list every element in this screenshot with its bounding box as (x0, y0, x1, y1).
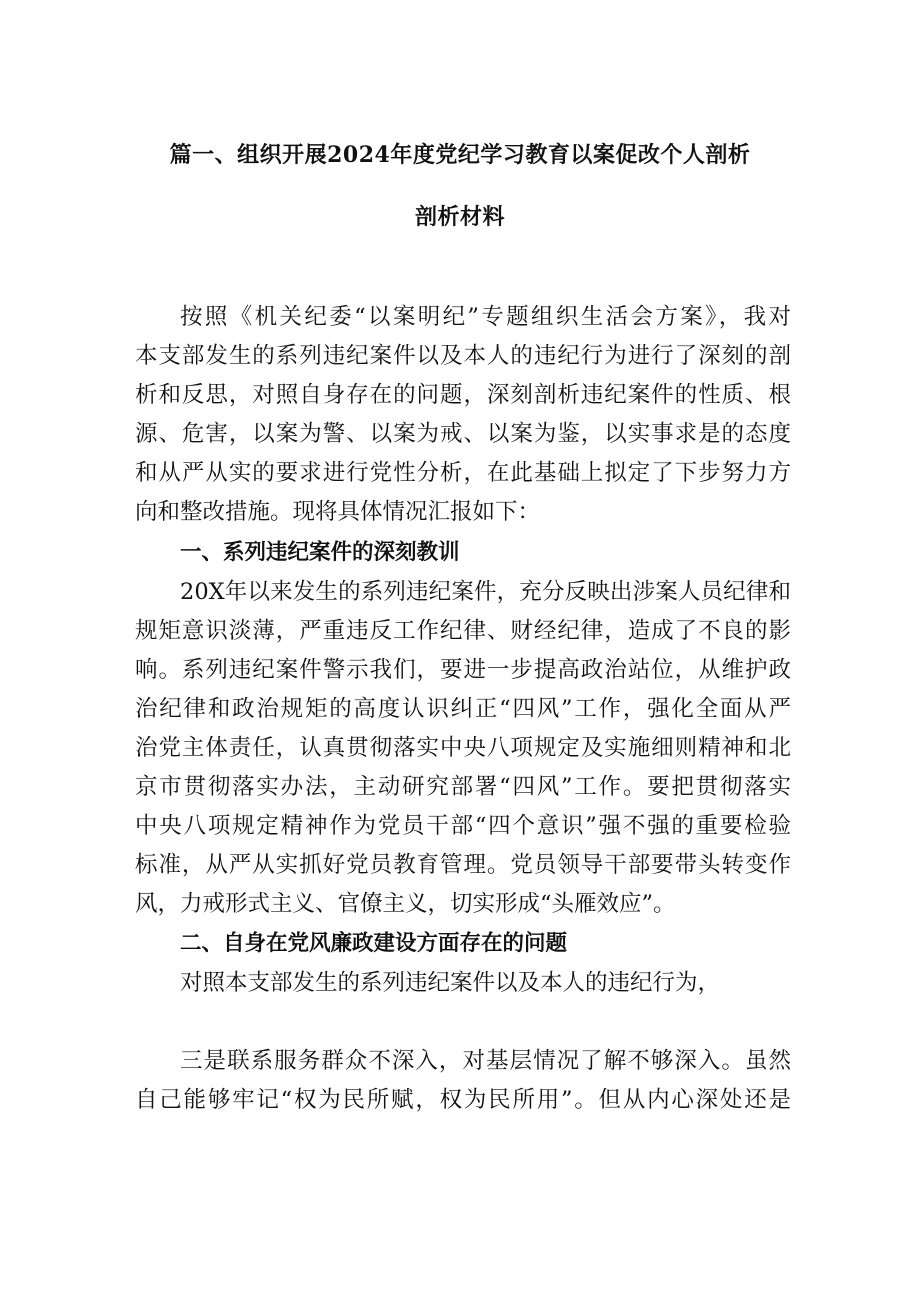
section3-line: 自己能够牢记“权为民所赋，权为民所用”。但从内心深处还是 (135, 1087, 791, 1113)
section1-line: 中央八项规定精神作为党员干部“四个意识”强不强的重要检验 (135, 813, 791, 839)
section1-line: 治党主体责任，认真贯彻落实中央八项规定及实施细则精神和北 (135, 735, 791, 761)
section2-line: 对照本支部发生的系列违纪案件以及本人的违纪行为， (180, 970, 721, 996)
section1-line: 标准，从严从实抓好党员教育管理。党员领导干部要带头转变作 (135, 852, 791, 878)
section1-line: 治纪律和政治规矩的高度认识纠正“四风”工作，强化全面从严 (135, 696, 791, 722)
intro-line: 本支部发生的系列违纪案件以及本人的违纪行为进行了深刻的剖 (135, 343, 791, 369)
document-subtitle: 剖析材料 (414, 204, 505, 230)
section1-line: 规矩意识淡薄，严重违反工作纪律、财经纪律，造成了不良的影 (135, 618, 791, 644)
intro-line: 向和整改措施。现将具体情况汇报如下： (135, 499, 541, 525)
section-heading: 一、系列违纪案件的深刻教训 (180, 540, 460, 565)
section1-line: 20X年以来发生的系列违纪案件，充分反映出涉案人员纪律和 (180, 579, 791, 605)
intro-line: 按照《机关纪委“以案明纪”专题组织生活会方案》，我对 (180, 304, 791, 330)
section1-line: 风，力戒形式主义、官僚主义，切实形成“头雁效应”。 (135, 891, 676, 917)
section1-line: 响。系列违纪案件警示我们，要进一步提高政治站位，从维护政 (135, 657, 791, 683)
intro-line: 源、危害，以案为警、以案为戒、以案为鉴，以实事求是的态度 (135, 421, 791, 447)
section1-line: 京市贯彻落实办法，主动研究部署“四风”工作。要把贯彻落实 (135, 774, 791, 800)
intro-line: 析和反思，对照自身存在的问题，深刻剖析违纪案件的性质、根 (135, 382, 791, 408)
document-title: 篇一、组织开展2024年度党纪学习教育以案促改个人剖析 (169, 142, 751, 168)
intro-line: 和从严从实的要求进行党性分析，在此基础上拟定了下步努力方 (135, 460, 791, 486)
section3-line: 三是联系服务群众不深入，对基层情况了解不够深入。虽然 (180, 1048, 791, 1074)
section-heading: 二、自身在党风廉政建设方面存在的问题 (180, 931, 568, 956)
